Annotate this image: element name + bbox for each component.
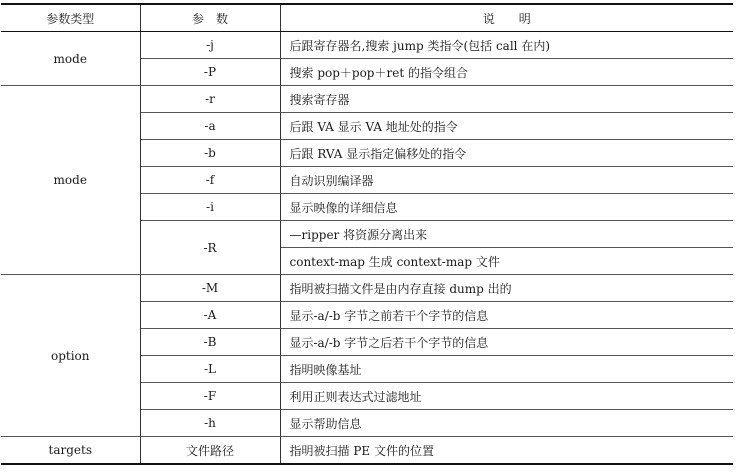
param-cell: -r [140,86,280,113]
header-row [1,4,733,32]
description-cell: —ripper 将资源分离出来 [280,221,733,248]
description-cell: 指明被扫描文件是由内存直接 dump 出的 [280,275,733,302]
description-cell: 指明映像基址 [280,356,733,383]
description-cell: 利用正则表达式过滤地址 [280,383,733,410]
param-cell: -R [140,221,280,275]
param-cell: -B [140,329,280,356]
description-cell: 后跟 VA 显示 VA 地址处的指令 [280,113,733,140]
description-cell: 指明被扫描 PE 文件的位置 [280,437,733,465]
description-cell: 显示帮助信息 [280,410,733,437]
param-cell: -P [140,59,280,86]
table-row [1,86,733,113]
parameter-table-container [1,3,733,465]
group-type-cell: mode [1,86,140,275]
param-cell: -L [140,356,280,383]
table-row [1,275,733,302]
param-cell: -A [140,302,280,329]
description-cell: 后跟寄存器名,搜索 jump 类指令(包括 call 在内) [280,32,733,59]
param-cell: 文件路径 [140,437,280,465]
param-cell: -f [140,167,280,194]
table-row [1,32,733,59]
param-cell: -h [140,410,280,437]
header-description: 说 明 [280,4,733,32]
group-type-cell: targets [1,437,140,465]
param-cell: -a [140,113,280,140]
param-cell: -i [140,194,280,221]
header-param: 参 数 [140,4,280,32]
param-cell: -M [140,275,280,302]
param-cell: -j [140,32,280,59]
description-cell: 后跟 RVA 显示指定偏移处的指令 [280,140,733,167]
description-cell: 搜索寄存器 [280,86,733,113]
description-cell: 自动识别编译器 [280,167,733,194]
description-cell: 搜索 pop＋pop＋ret 的指令组合 [280,59,733,86]
group-type-cell: mode [1,32,140,86]
description-cell: context-map 生成 context-map 文件 [280,248,733,275]
param-cell: -F [140,383,280,410]
parameter-table [1,3,733,465]
header-param-type: 参数类型 [1,4,140,32]
description-cell: 显示映像的详细信息 [280,194,733,221]
description-cell: 显示-a/-b 字节之前若干个字节的信息 [280,302,733,329]
table-row [1,437,733,465]
group-type-cell: option [1,275,140,437]
description-cell: 显示-a/-b 字节之后若干个字节的信息 [280,329,733,356]
param-cell: -b [140,140,280,167]
